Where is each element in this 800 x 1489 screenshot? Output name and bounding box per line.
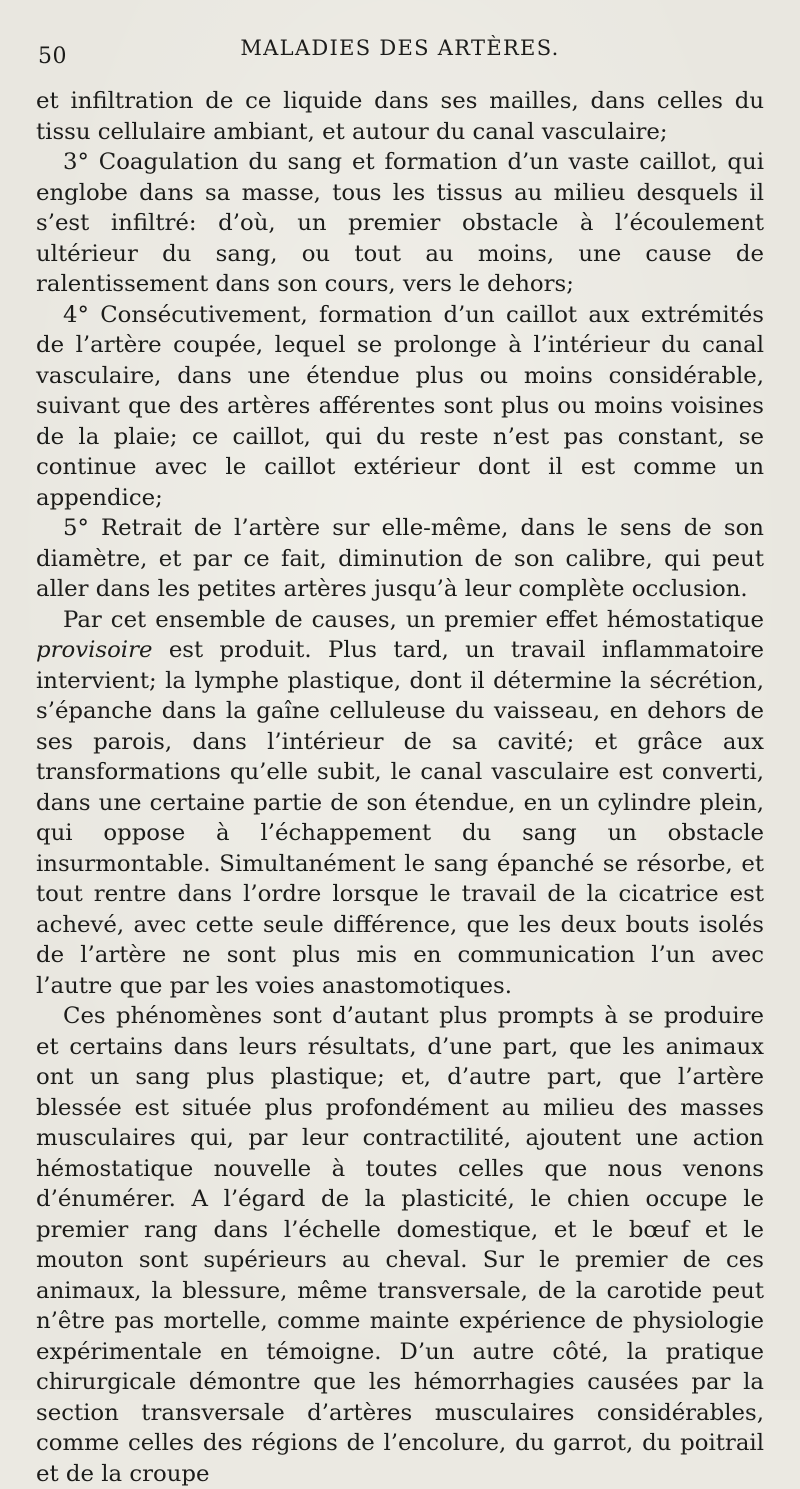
paragraph-phenomenes: Ces phénomènes sont d’autant plus prompts à se produire et certains dans leurs résultats, d’une part, que les animaux ont un sang plus plastique; et, d’autre part, que l’artère blessée est située plus profondément au milieu des masses musculaires qui, par leur contractilité, ajoutent une action hémostatique nouvelle à toutes celles que nous venons d’énumérer. A l’égard de la plasticité, le chien occupe le premier rang dans l’échelle domestique, et le bœuf et le mouton sont supérieurs au cheval. Sur le premier de ces animaux, la blessure, même transversale, de la carotide peut n’être pas mortelle, comme mainte expérience de physiologie expérimentale en témoigne. D’un autre côté, la pratique chirurgicale démontre que les hémorrhagies causées par la section transversale d’artères musculaires considérables, comme celles des régions de l’encolure, du garrot, du poitrail et de la croupe (36, 1003, 764, 1487)
emphasis-provisoire: provisoire (36, 637, 153, 663)
paragraph-provisoire (36, 605, 764, 1002)
paragraph-item-5: 5° Retrait de l’artère sur elle-même, dans le sens de son diamètre, et par ce fait, diminution de son calibre, qui peut aller dans les petites artères jusqu’à leur complète occlusion. (36, 515, 764, 602)
paragraph-continuation: et infiltration de ce liquide dans ses mailles, dans celles du tissu cellulaire ambiant, et autour du canal vasculaire; (36, 88, 764, 145)
page-header (36, 30, 764, 70)
running-head: MALADIES DES ARTÈRES. (240, 36, 560, 60)
paragraph-text-before: Par cet ensemble de causes, un premier effet hémostatique (63, 606, 764, 633)
page-number: 50 (38, 44, 67, 69)
paragraph-item-4: 4° Consécutivement, formation d’un caillot aux extrémités de l’artère coupée, lequel se prolonge à l’intérieur du canal vasculaire, dans une étendue plus ou moins considérable, suivant que des artères afférentes sont plus ou moins voisines de la plaie; ce caillot, qui du reste n’est pas constant, se continue avec le caillot extérieur dont il est comme un appendice; (36, 301, 764, 511)
paragraph-item-3: 3° Coagulation du sang et formation d’un vaste caillot, qui englobe dans sa masse, tous les tissus au milieu desquels il s’est infiltré: d’où, un premier obstacle à l’écoulement ultérieur du sang, ou tout au moins, une cause de ralentissement dans son cours, vers le dehors; (36, 149, 764, 297)
body-text (36, 86, 764, 1489)
paragraph-text-after: est produit. Plus tard, un travail inflammatoire intervient; la lymphe plastique, dont il détermine la sécrétion, s’épanche dans la gaîne celluleuse du vaisseau, en dehors de ses parois, dans l’intérieur de sa cavité; et grâce aux transformations qu’elle subit, le canal vasculaire est converti, dans une certaine partie de son étendue, en un cylindre plein, qui oppose à l’échappement du sang un obstacle insurmontable. Simultanément le sang épanché se résorbe, et tout rentre dans l’ordre lorsque le travail de la cicatrice est achevé, avec cette seule différence, que les deux bouts isolés de l’artère ne sont plus mis en communication l’un avec l’autre que par les voies anastomotiques. (36, 637, 764, 999)
